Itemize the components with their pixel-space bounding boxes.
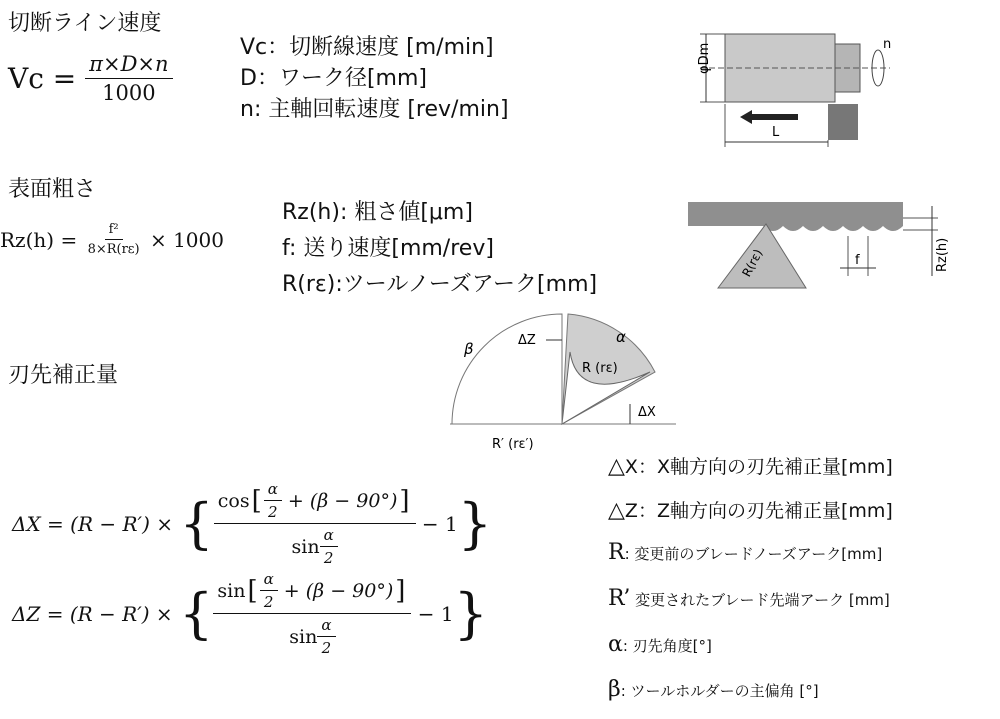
dm-label: φDm (697, 42, 712, 74)
formula-vc-denominator: 1000 (102, 81, 156, 105)
formula-delta-x-bracket: + (β − 90°) (281, 489, 398, 512)
delta-z-label: ΔZ (518, 333, 536, 348)
legend-r-prime-symbol: R’ (608, 586, 631, 611)
compensation-diagram (450, 312, 676, 452)
formula-delta-z-two: 2 (263, 593, 274, 611)
formula-delta-x-den-func: sin (291, 535, 320, 558)
rz-label: Rz(h) (935, 237, 950, 272)
formula-rz-numerator: f² (105, 222, 123, 240)
formula-delta-x: ΔX = (R − R′) × { cos [ $\frac{\alpha}{2}$ + (β − 90°) ] sin $\frac{\alpha}{2}$ − 1 } (12, 480, 493, 567)
legend-beta-symbol: β (608, 677, 621, 702)
legend-beta-text: : ツールホルダーの主偏角 [°] (620, 682, 819, 700)
formula-rz-denominator: 8×R(rε) (87, 242, 140, 257)
legend-r (608, 540, 882, 565)
legend-r-prime-text: 変更されたブレード先端アーク [mm] (630, 591, 890, 609)
n-label: n (883, 37, 892, 52)
formula-delta-z-alpha: α (260, 570, 278, 591)
heading-surface-roughness: 表面粗さ (8, 177, 97, 202)
def-d: D：ワーク径[mm] (240, 66, 427, 91)
formula-vc (8, 52, 173, 105)
def-r: R(rε):ツールノーズアーク[mm] (282, 272, 598, 297)
formula-delta-z-den-two: 2 (321, 639, 332, 657)
formula-delta-x-func: cos (217, 489, 250, 512)
formula-delta-z-func: sin (217, 579, 246, 602)
r-prime-label: R′ (rε′) (492, 437, 534, 452)
legend-r-text: : 変更前のブレードノーズアーク[mm] (624, 545, 883, 563)
r-epsilon-fig-label: R (rε) (582, 361, 618, 376)
formula-delta-z-bracket: + (β − 90°) (277, 579, 394, 602)
def-n: n: 主軸回転速度 [rev/min] (240, 97, 509, 122)
delta-x-label: ΔX (638, 405, 656, 420)
legend-r-symbol: R (608, 540, 625, 565)
formula-delta-z-tail: − 1 (411, 601, 454, 626)
formula-delta-z: ΔZ = (R − R′) × { sin [ $\frac{\alpha}{2}$ + (β − 90°) ] sin $\frac{\alpha}{2}$ − 1 } (12, 570, 488, 657)
def-vc: Vc：切断線速度 [m/min] (240, 35, 494, 60)
heading-edge-compensation: 刃先補正量 (8, 363, 119, 388)
formula-delta-x-alpha: α (264, 480, 282, 501)
r-epsilon-label: R(rε) (739, 246, 766, 280)
def-rz: Rz(h): 粗さ値[μm] (282, 200, 473, 225)
right-brace-x: } (457, 491, 493, 555)
legend-alpha (608, 632, 712, 657)
legend-r-prime (608, 586, 890, 611)
l-label: L (772, 125, 780, 140)
f-label: f (855, 253, 860, 268)
legend-delta-x (608, 452, 893, 479)
legend-delta-x-symbol: △ (608, 454, 625, 479)
left-brace-x: { (179, 491, 214, 555)
formula-delta-z-den-alpha: α (317, 616, 335, 637)
formula-rz-lhs: Rz(h) = (0, 227, 84, 252)
formula-delta-x-two: 2 (268, 503, 278, 521)
formula-delta-x-den-alpha: α (320, 526, 338, 547)
formula-delta-z-lhs: ΔZ = (R − R′) × (12, 601, 180, 626)
formula-delta-x-den-two: 2 (323, 549, 334, 567)
legend-delta-x-text: X：X軸方向の刃先補正量[mm] (624, 456, 893, 478)
defs-roughness (282, 195, 597, 303)
legend-beta (608, 677, 819, 702)
def-f: f: 送り速度[mm/rev] (282, 236, 494, 261)
formula-vc-numerator: π×D×n (85, 52, 172, 79)
legend-alpha-symbol: α (608, 632, 623, 657)
turning-diagram (680, 22, 900, 152)
beta-label: β (464, 340, 474, 358)
roughness-diagram (688, 196, 948, 306)
formula-delta-x-lhs: ΔX = (R − R′) × (12, 511, 180, 536)
right-brace-z: } (453, 581, 488, 645)
defs-cutting-speed (240, 32, 509, 125)
heading-cutting-speed: 切断ライン速度 (8, 11, 162, 36)
formula-delta-z-den-func: sin (289, 625, 318, 648)
formula-delta-x-tail: − 1 (415, 511, 458, 536)
legend-delta-z-symbol: △ (608, 498, 625, 523)
alpha-label: α (616, 328, 626, 346)
legend-delta-z-text: Z：Z軸方向の刃先補正量[mm] (624, 500, 893, 522)
legend-delta-z (608, 496, 893, 523)
left-brace-z: { (179, 581, 214, 645)
formula-rz (0, 222, 224, 257)
formula-rz-rhs: × 1000 (143, 227, 224, 252)
formula-vc-lhs: Vc = (8, 62, 86, 95)
legend-alpha-text: : 刃先角度[°] (622, 637, 712, 655)
